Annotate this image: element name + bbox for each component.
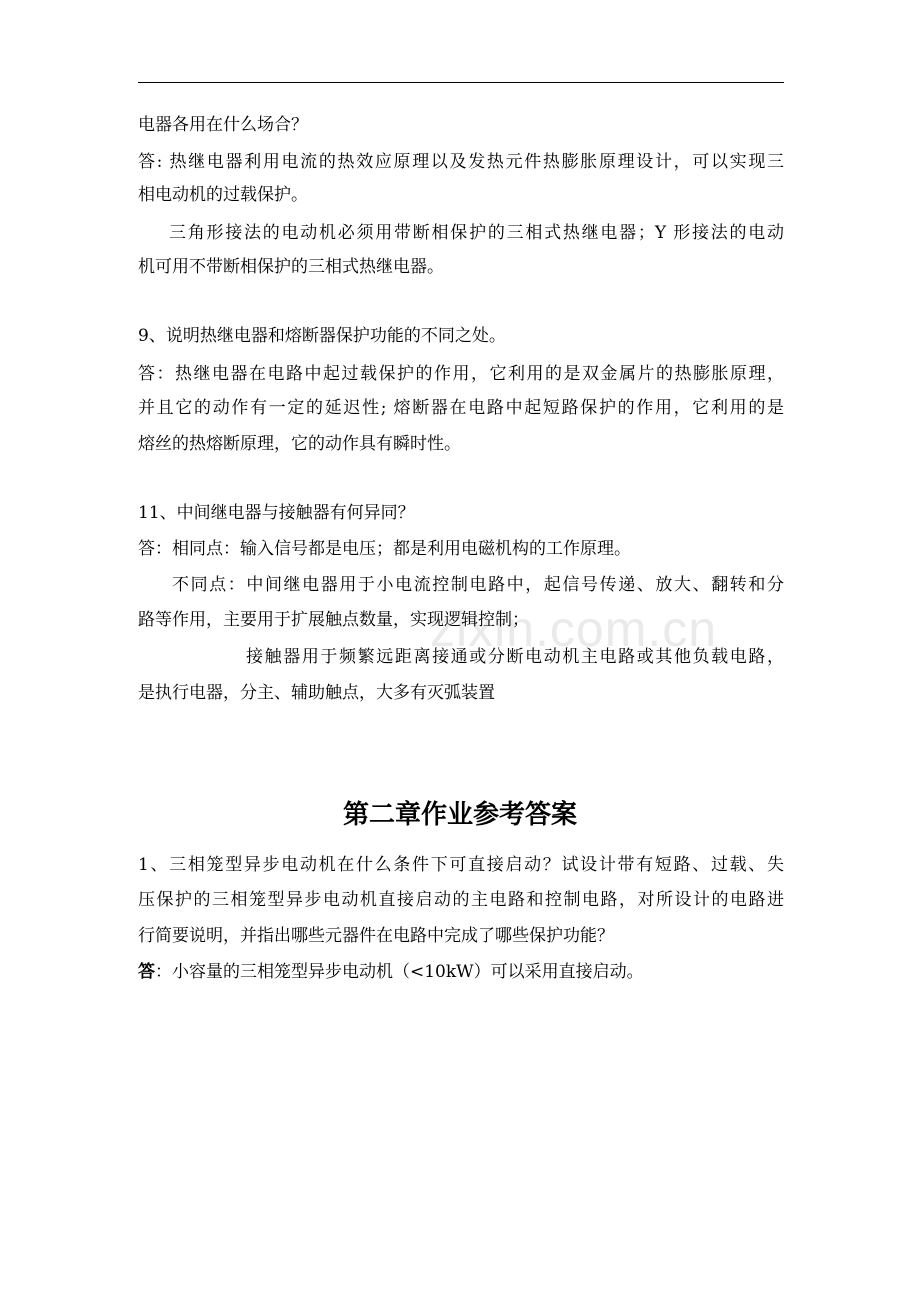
- question-1: 1、三相笼型异步电动机在什么条件下可直接启动？试设计带有短路、过载、失: [138, 855, 784, 875]
- answer-text: ：小容量的三相笼型异步电动机（<10kW）可以采用直接启动。: [155, 962, 644, 982]
- text-line: 三角形接法的电动机必须用带断相保护的三相式热继电器；Y 形接法的电动: [169, 223, 784, 243]
- text-line: 接触器用于频繁远距离接通或分断电动机主电路或其他负载电路，: [246, 647, 784, 667]
- text-line: 是执行电器，分主、辅助触点，大多有灭弧装置: [138, 683, 495, 703]
- chapter-title: 第二章作业参考答案: [342, 800, 577, 830]
- question-9: 9、说明热继电器和熔断器保护功能的不同之处。: [138, 326, 506, 346]
- text-line: 行简要说明，并指出哪些元器件在电路中完成了哪些保护功能？: [138, 926, 614, 946]
- text-line: 并且它的动作有一定的延迟性; 熔断器在电路中起短路保护的作用，它利用的是: [138, 398, 784, 418]
- question-11: 11、中间继电器与接触器有何异同？: [138, 503, 415, 523]
- text-line: 不同点：中间继电器用于小电流控制电路中，起信号传递、放大、翻转和分: [172, 575, 784, 595]
- text-line: 熔丝的热熔断原理，它的动作具有瞬时性。: [138, 434, 461, 454]
- text-line: 压保护的三相笼型异步电动机直接启动的主电路和控制电路，对所设计的电路进: [138, 890, 784, 910]
- watermark: zixin.com.cn: [430, 601, 718, 657]
- text-line: 相电动机的过载保护。: [138, 185, 308, 205]
- text-line: 电器各用在什么场合？: [138, 115, 308, 135]
- text-line: 路等作用，主要用于扩展触点数量，实现逻辑控制；: [138, 610, 529, 630]
- header-rule: [138, 82, 784, 83]
- text-line: 答：热继电器在电路中起过载保护的作用，它利用的是双金属片的热膨胀原理，: [138, 364, 784, 384]
- answer-line: [138, 962, 784, 982]
- text-line: 答：相同点：输入信号都是电压；都是利用电磁机构的工作原理。: [138, 539, 631, 559]
- answer-label: 答: [138, 962, 155, 982]
- text-line: 机可用不带断相保护的三相式热继电器。: [138, 257, 444, 277]
- text-line: 答: 热继电器利用电流的热效应原理以及发热元件热膨胀原理设计，可以实现三: [138, 152, 784, 172]
